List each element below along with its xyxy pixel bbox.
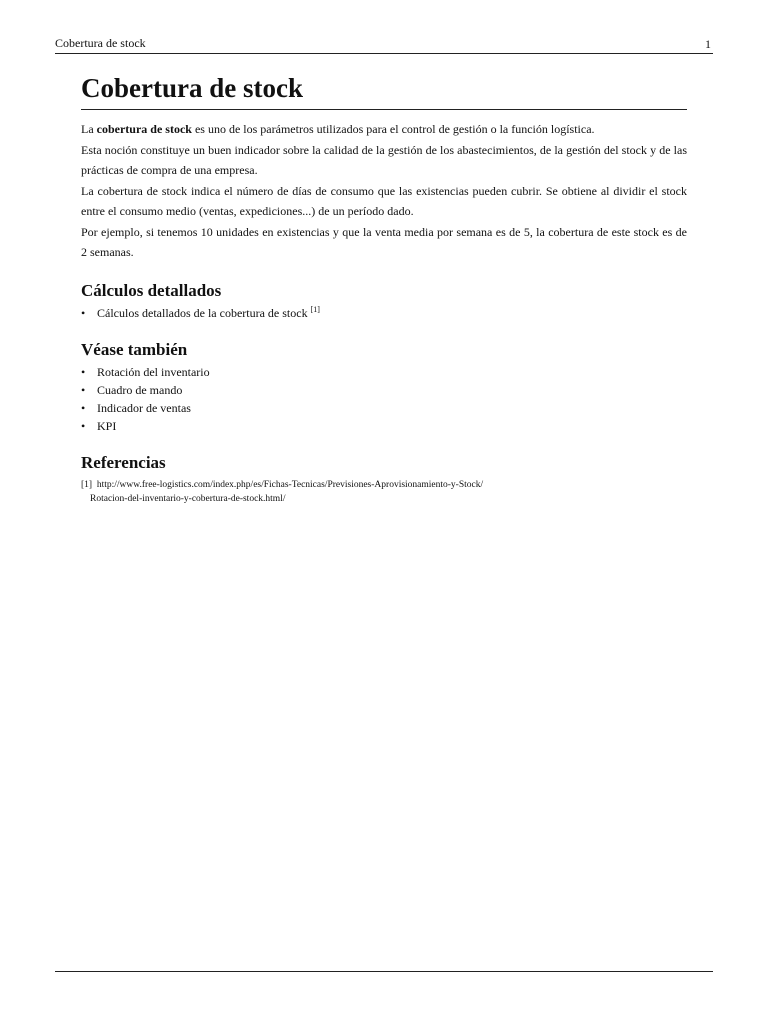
section-heading-calculos: Cálculos detallados xyxy=(81,281,222,300)
bullet-icon: • xyxy=(81,401,86,415)
intro-p1-after: es uno de los parámetros utilizados para el control de gestión o la función logística. xyxy=(191,122,595,136)
link-rotacion-inventario[interactable]: Rotación del inventario xyxy=(97,365,210,379)
intro-p1-bold-term: cobertura de stock xyxy=(96,122,192,136)
link-indicador-de-ventas[interactable]: Indicador de ventas xyxy=(97,401,191,415)
list-item xyxy=(81,381,687,399)
reference-link[interactable]: [1] xyxy=(310,305,320,314)
calculos-link[interactable]: Cálculos detallados de la cobertura de stock xyxy=(97,306,311,320)
link-cuadro-de-mando[interactable]: Cuadro de mando xyxy=(97,383,183,397)
list-item xyxy=(81,399,687,417)
intro-p1-before: La xyxy=(81,122,97,136)
bullet-icon: • xyxy=(81,419,86,433)
list-item xyxy=(81,417,687,435)
reference-item xyxy=(81,478,687,492)
list-item xyxy=(81,304,687,322)
bullet-icon: • xyxy=(81,306,86,320)
intro-paragraph-1 xyxy=(81,119,687,139)
running-header-title: Cobertura de stock xyxy=(55,36,146,50)
intro-paragraph-2: Esta noción constituye un buen indicador sobre la calidad de la gestión de los abastecimientos, de la gestión del stock y de las prácticas de compra de una empresa. xyxy=(81,143,687,177)
intro-paragraph-4: Por ejemplo, si tenemos 10 unidades en existencias y que la venta media por semana es de 5, la cobertura de este stock es de 2 semanas. xyxy=(81,225,687,259)
link-kpi[interactable]: KPI xyxy=(97,419,117,433)
footer-divider xyxy=(55,971,713,972)
vease-list xyxy=(81,363,687,435)
reference-marker: [1] xyxy=(81,480,93,490)
section-heading-referencias: Referencias xyxy=(81,453,166,472)
page-title: Cobertura de stock xyxy=(81,71,687,110)
reference-url-line-2[interactable]: Rotacion-del-inventario-y-cobertura-de-stock.html/ xyxy=(90,494,286,504)
calculos-list xyxy=(81,304,687,322)
section-heading-vease-tambien: Véase también xyxy=(81,340,188,359)
list-item xyxy=(81,363,687,381)
reference-url-line-1[interactable]: http://www.free-logistics.com/index.php/es/Fichas-Tecnicas/Previsiones-Aprovisionamiento-y-Stock/ xyxy=(96,480,484,490)
references-list xyxy=(81,478,687,506)
running-header xyxy=(55,36,713,54)
page-number: 1 xyxy=(705,37,711,51)
bullet-icon: • xyxy=(81,383,86,397)
bullet-icon: • xyxy=(81,365,86,379)
article-content xyxy=(81,71,687,506)
intro-paragraph-3: La cobertura de stock indica el número de días de consumo que las existencias pueden cubrir. Se obtiene al dividir el stock entre el consumo medio (ventas, expediciones...) de un período dado. xyxy=(81,184,687,218)
